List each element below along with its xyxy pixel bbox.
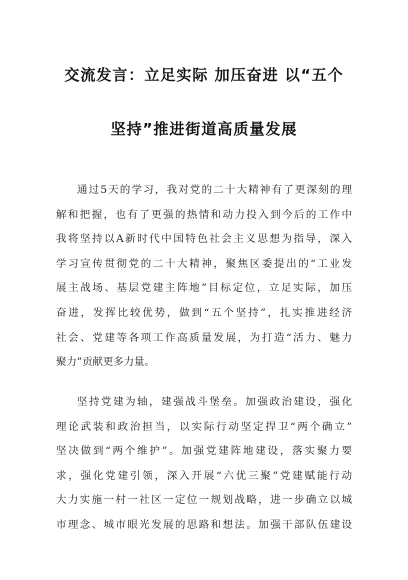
- paragraph-2-line: 求，强化党建引领，深入开展“六优三聚”党建赋能行动: [56, 469, 352, 482]
- paragraph-1-line: 奋进，发挥比较优势，做到“五个坚持”，扎实推进经济: [56, 306, 352, 319]
- paragraph-1-line: 解和把握，也有了更强的热情和动力投入到今后的工作中: [56, 208, 352, 221]
- paragraph-1-line: 通过5天的学习，我对党的二十大精神有了更深刻的理: [77, 184, 352, 196]
- paragraph-1: [56, 178, 352, 375]
- document-title-line-1: 交流发言：立足实际 加压奋进 以“五个: [64, 66, 344, 84]
- paragraph-2-line: 坚决做到“两个维护”。加强党建阵地建设，落实聚力要: [56, 445, 352, 458]
- paragraph-1-line: 聚力”贡献更多力量。: [56, 356, 155, 369]
- paragraph-2-line: 坚持党建为轴，建强战斗堡垒。加强政治建设，强化: [77, 396, 352, 408]
- paragraph-1-line: 学习宣传贯彻党的二十大精神，聚焦区委提出的“工业发: [56, 257, 352, 270]
- paragraph-2-line: 理论武装和政治担当，以实际行动坚定捍卫“两个确立”: [56, 420, 352, 433]
- paragraph-2: [56, 390, 352, 538]
- paragraph-2-line: 大力实施一村一社区一定位一规划战略，进一步确立以城: [56, 494, 352, 507]
- document-title-line-2: 坚持”推进街道高质量发展: [110, 120, 298, 138]
- paragraph-1-line: 社会、党建等各项工作高质量发展，为打造“活力、魅力: [56, 331, 352, 344]
- paragraph-1-line: 展主战场、基层党建主阵地”目标定位，立足实际，加压: [56, 282, 352, 295]
- paragraph-1-line: 我将坚持以A新时代中国特色社会主义思想为指导，深入: [56, 233, 352, 246]
- paragraph-2-line: 市理念、城市眼光发展的思路和想法。加强干部队伍建设: [56, 518, 352, 531]
